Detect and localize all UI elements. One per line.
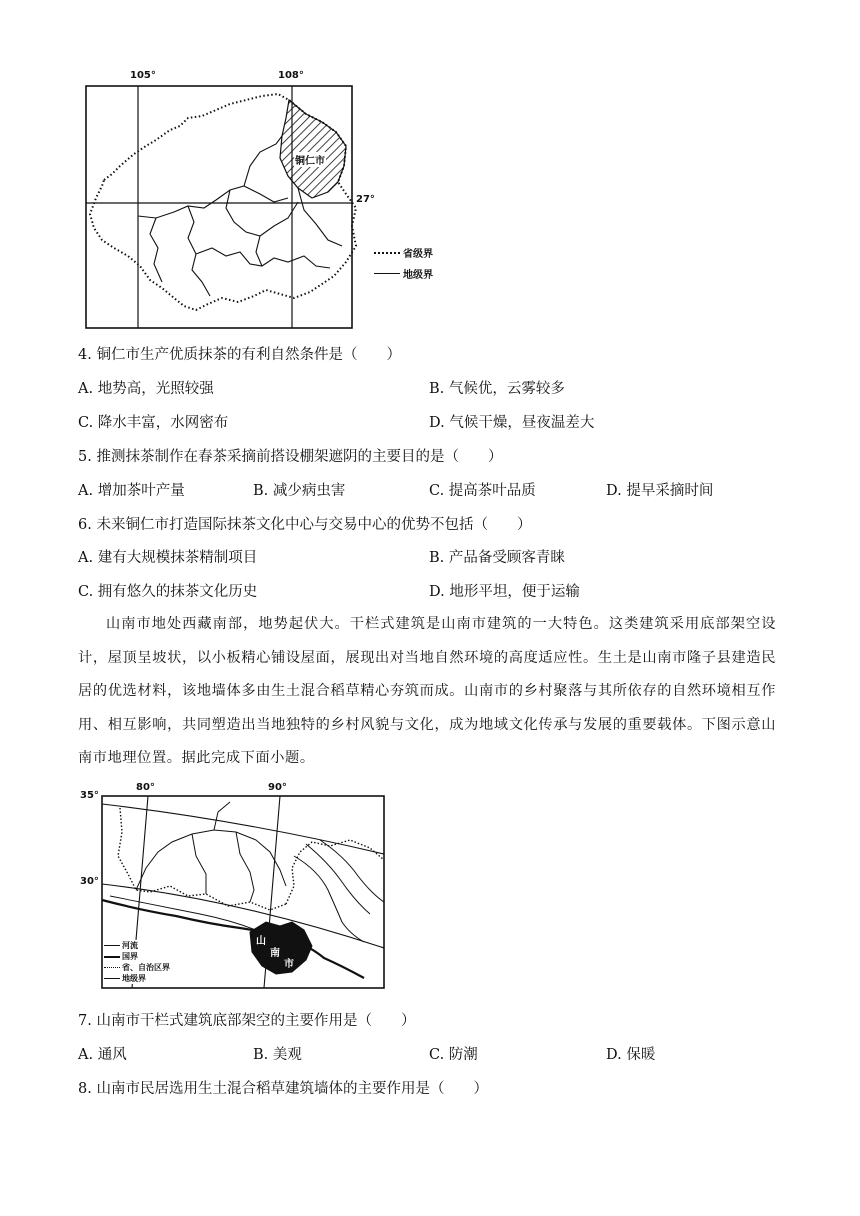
legend-province-swatch-2 xyxy=(104,967,120,968)
q5-option-b[interactable]: B. 减少病虫害 xyxy=(253,483,346,499)
question-7-stem: 7. 山南市干栏式建筑底部架空的主要作用是（ ） xyxy=(78,1013,416,1029)
legend-province-label: 省级界 xyxy=(403,249,433,260)
q4-option-a[interactable]: A. 地势高，光照较强 xyxy=(78,381,214,397)
q7-option-b[interactable]: B. 美观 xyxy=(253,1047,302,1063)
q6-option-b[interactable]: B. 产品备受顾客青睐 xyxy=(429,550,565,566)
q4-option-c[interactable]: C. 降水丰富，水网密布 xyxy=(78,415,229,431)
lon-108-label: 108° xyxy=(278,70,304,81)
lat-27-label: 27° xyxy=(356,194,375,205)
legend-prefecture-swatch xyxy=(374,273,400,274)
legend-prefecture-label: 地级界 xyxy=(403,270,433,281)
q6-option-a[interactable]: A. 建有大规模抹茶精制项目 xyxy=(78,550,258,566)
shannan-char-3: 市 xyxy=(284,959,294,970)
lon-90-label: 90° xyxy=(268,782,287,793)
q7-option-c[interactable]: C. 防潮 xyxy=(429,1047,478,1063)
q6-option-c[interactable]: C. 拥有悠久的抹茶文化历史 xyxy=(78,584,258,600)
reading-passage: 山南市地处西藏南部，地势起伏大。干栏式建筑是山南市建筑的一大特色。这类建筑采用底部架空设计，屋顶呈坡状，以小板精心铺设屋面，展现出对当地自然环境的高度适应性。生土是山南市隆子县建造民居的优选材料，该地墙体多由生土混合稻草精心夯筑而成。山南市的乡村聚落与其所依存的自然环境相互作用、相互影响，共同塑造出当地独特的乡村风貌与文化，成为地域文化传承与发展的重要载体。下图示意山南市地理位置。据此完成下面小题。 xyxy=(78,616,776,766)
q4-option-d[interactable]: D. 气候干燥，昼夜温差大 xyxy=(429,415,595,431)
legend-national-label: 国界 xyxy=(122,952,138,961)
q7-option-d[interactable]: D. 保暖 xyxy=(606,1047,656,1063)
map-legend xyxy=(374,245,454,281)
tongren-label: 铜仁市 xyxy=(294,152,326,167)
q6-option-d[interactable]: D. 地形平坦，便于运输 xyxy=(429,584,580,600)
lat-30-label: 30° xyxy=(80,876,99,887)
question-8-stem: 8. 山南市民居选用生土混合稻草建筑墙体的主要作用是（ ） xyxy=(78,1081,488,1097)
question-6-stem: 6. 未来铜仁市打造国际抹茶文化中心与交易中心的优势不包括（ ） xyxy=(78,517,532,533)
lon-80-label: 80° xyxy=(136,782,155,793)
legend-river-swatch xyxy=(104,945,120,946)
legend-prefecture-swatch-2 xyxy=(104,978,120,979)
map2-legend xyxy=(104,940,184,984)
legend-province-swatch xyxy=(374,252,400,254)
map-shannan xyxy=(80,782,390,992)
question-4-stem: 4. 铜仁市生产优质抹茶的有利自然条件是（ ） xyxy=(78,347,401,363)
q5-option-a[interactable]: A. 增加茶叶产量 xyxy=(78,483,185,499)
lat-35-label: 35° xyxy=(80,790,99,801)
legend-river-label: 河流 xyxy=(122,941,138,950)
legend-province-label-2: 省、自治区界 xyxy=(122,963,170,972)
shannan-char-2: 南 xyxy=(270,948,280,959)
legend-prefecture-label-2: 地级界 xyxy=(122,974,146,983)
shannan-region xyxy=(250,922,312,974)
shannan-char-1: 山 xyxy=(256,936,266,947)
lon-105-label: 105° xyxy=(130,70,156,81)
q7-option-a[interactable]: A. 通风 xyxy=(78,1047,127,1063)
map-tongren xyxy=(84,70,433,332)
q5-option-d[interactable]: D. 提早采摘时间 xyxy=(606,483,714,499)
q4-option-b[interactable]: B. 气候优，云雾较多 xyxy=(429,381,565,397)
q5-option-c[interactable]: C. 提高茶叶品质 xyxy=(429,483,536,499)
legend-national-swatch xyxy=(104,956,120,958)
question-5-stem: 5. 推测抹茶制作在春茶采摘前搭设棚架遮阴的主要目的是（ ） xyxy=(78,449,503,465)
tongren-region xyxy=(280,100,346,198)
